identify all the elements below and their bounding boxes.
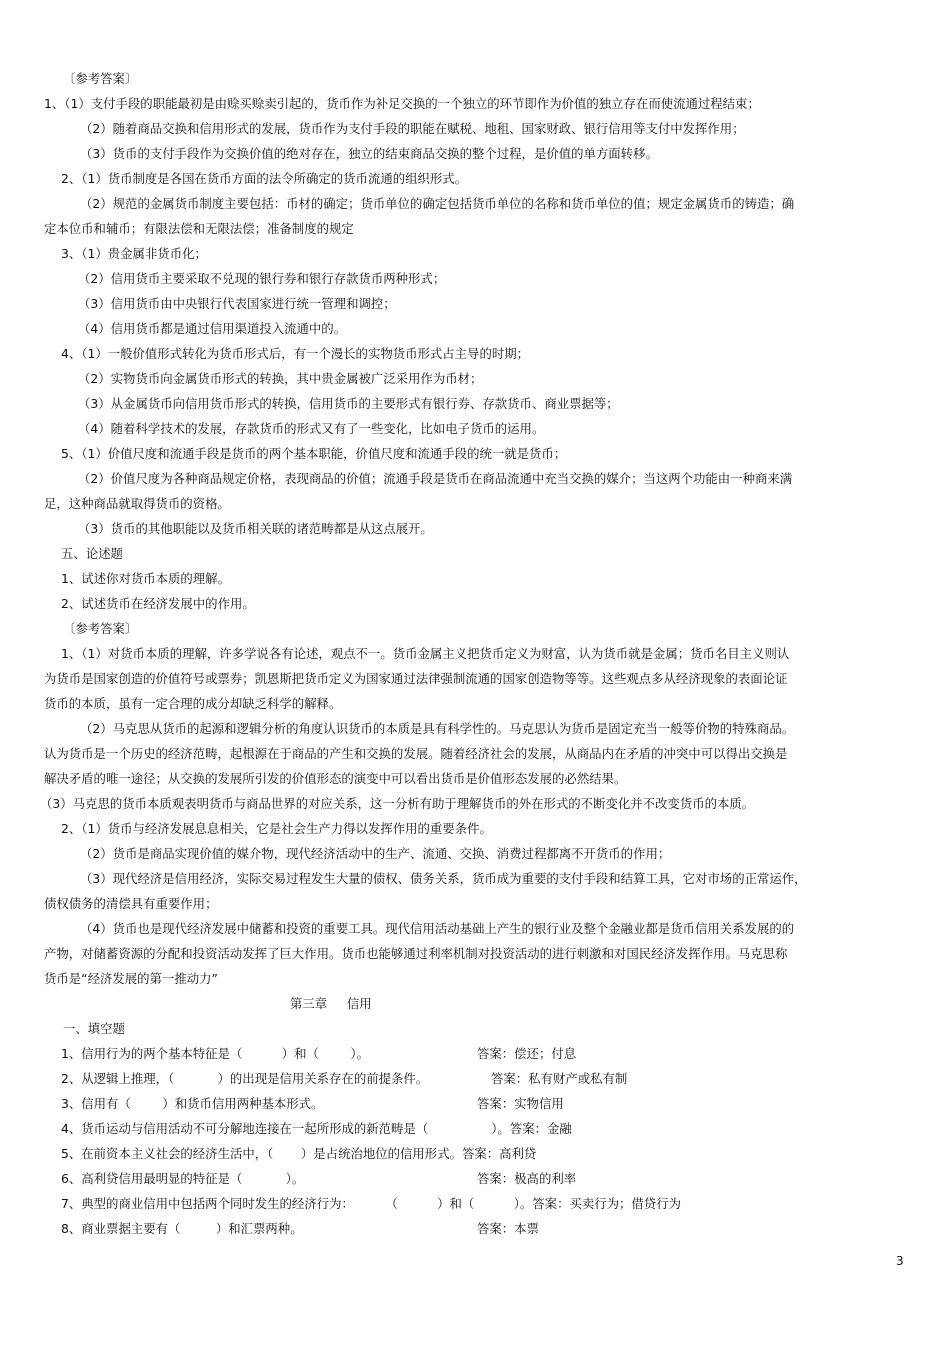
answer-text: 答案：私有财产或私有制 (491, 1071, 628, 1086)
text-line: 5、（1）价值尺度和流通手段是货币的两个基本职能，价值尺度和流通手段的统一就是货币； (61, 446, 567, 461)
text-line: （2）货币是商品实现价值的媒介物，现代经济活动中的生产、流通、交换、消费过程都离不开货币的作用； (80, 846, 671, 861)
text-line: 货币是“经济发展的第一推动力” (44, 971, 218, 986)
text-line: 1、（1）对货币本质的理解，许多学说各有论述，观点不一。货币金属主义把货币定义为财富，认为货币就是金属；货币名目主义则认 (61, 646, 790, 661)
section-heading: 五、论述题 (61, 546, 123, 561)
text-line: （4）信用货币都是通过信用渠道投入流通中的。 (78, 321, 347, 336)
question-item: 4、货币运动与信用活动不可分解地连接在一起所形成的新范畴是（ ）。答案：金融 (61, 1121, 572, 1136)
question-item: 3、信用有（ ）和货币信用两种基本形式。 (61, 1096, 324, 1111)
text-line: （3）现代经济是信用经济，实际交易过程发生大量的债权、债务关系，货币成为重要的支付手段和结算工具，它对市场的正常运作， (80, 871, 807, 886)
text-line: 定本位币和辅币；有限法偿和无限法偿；准备制度的规定 (44, 221, 354, 236)
text-line: （3）货币的其他职能以及货币相关联的诸范畴都是从这点展开。 (78, 521, 433, 536)
text-line: 1、（1）支付手段的职能最初是由赊买赊卖引起的，货币作为补足交换的一个独立的环节即作为价值的独立存在而使流通过程结束； (44, 96, 760, 111)
text-line: （2）信用货币主要采取不兑现的银行券和银行存款货币两种形式； (78, 271, 446, 286)
page-number: 3 (896, 1254, 904, 1268)
answer-heading: 〔参考答案〕 (63, 71, 138, 86)
text-line: 足，这种商品就取得货币的资格。 (44, 496, 230, 511)
text-line: （2）规范的金属货币制度主要包括：币材的确定；货币单位的确定包括货币单位的名称和货币单位的值；规定金属货币的铸造；确 (80, 196, 795, 211)
text-line: （3）马克思的货币本质观表明货币与商品世界的对应关系，这一分析有助于理解货币的外在形式的不断变化并不改变货币的本质。 (40, 796, 755, 811)
question-item: 2、试述货币在经济发展中的作用。 (61, 596, 255, 611)
question-item: 8、商业票据主要有（ ）和汇票两种。 (61, 1221, 303, 1236)
text-line: （2）实物货币向金属货币形式的转换，其中贵金属被广泛采用作为币材； (78, 371, 483, 386)
text-line: （3）信用货币由中央银行代表国家进行统一管理和调控； (78, 296, 396, 311)
question-item: 5、在前资本主义社会的经济生活中，（ ）是占统治地位的信用形式。答案：高利贷 (61, 1146, 537, 1161)
text-line: （2）随着商品交换和信用形式的发展，货币作为支付手段的职能在赋税、地租、国家财政、银行信用等支付中发挥作用； (80, 121, 745, 136)
text-line: （2）马克思从货币的起源和逻辑分析的角度认识货币的本质是具有科学性的。马克思认为货币是固定充当一般等价物的特殊商品。 (80, 721, 795, 736)
text-line: （2）价值尺度为各种商品规定价格，表现商品的价值；流通手段是货币在商品流通中充当交换的媒介；当这两个功能由一种商来满 (78, 471, 793, 486)
text-line: 2、（1）货币制度是各国在货币方面的法令所确定的货币流通的组织形式。 (61, 171, 468, 186)
text-line: 产物，对储蓄资源的分配和投资活动发挥了巨大作用。货币也能够通过利率机制对投资活动的进行刺激和对国民经济发挥作用。马克思称 (44, 946, 788, 961)
text-line: 4、（1）一般价值形式转化为货币形式后，有一个漫长的实物货币形式占主导的时期； (61, 346, 530, 361)
text-line: 3、（1）贵金属非货币化； (61, 246, 207, 261)
question-item: 1、试述你对货币本质的理解。 (61, 571, 230, 586)
text-line: （3）货币的支付手段作为交换价值的绝对存在，独立的结束商品交换的整个过程，是价值的单方面转移。 (80, 146, 658, 161)
answer-text: 答案：实物信用 (477, 1096, 564, 1111)
answer-text: 答案：本票 (477, 1221, 539, 1236)
text-line: 债权债务的清偿具有重要作用； (44, 896, 218, 911)
question-item: 1、信用行为的两个基本特征是（ ）和（ ）。 (61, 1046, 370, 1061)
text-line: （3）从金属货币向信用货币形式的转换，信用货币的主要形式有银行券、存款货币、商业票据等； (78, 396, 619, 411)
text-line: 认为货币是一个历史的经济范畴，起根源在于商品的产生和交换的发展。随着经济社会的发展，从商品内在矛盾的冲突中可以得出交换是 (44, 746, 788, 761)
text-line: 货币的本质，虽有一定合理的成分却缺乏科学的解释。 (44, 696, 342, 711)
text-line: 为货币是国家创造的价值符号或票券；凯恩斯把货币定义为国家通过法律强制流通的国家创造物等等。这些观点多从经济现象的表面论证 (44, 671, 788, 686)
question-item: 7、典型的商业信用中包括两个同时发生的经济行为： （ ）和（ ）。答案：买卖行为；借贷行为 (61, 1196, 681, 1211)
question-item: 6、高利贷信用最明显的特征是（ ）。 (61, 1171, 305, 1186)
text-line: 解决矛盾的唯一途径；从交换的发展所引发的价值形态的演变中可以看出货币是价值形态发展的必然结果。 (44, 771, 627, 786)
text-line: （4）随着科学技术的发展，存款货币的形式又有了一些变化，比如电子货币的运用。 (78, 421, 545, 436)
answer-text: 答案：极高的利率 (477, 1171, 577, 1186)
section-heading: 一、填空题 (63, 1021, 125, 1036)
text-line: 2、（1）货币与经济发展息息相关，它是社会生产力得以发挥作用的重要条件。 (61, 821, 492, 836)
answer-text: 答案：偿还；付息 (477, 1046, 577, 1061)
chapter-title: 第三章 信用 (290, 996, 372, 1011)
question-item: 2、从逻辑上推理，（ ）的出现是信用关系存在的前提条件。 (61, 1071, 429, 1086)
text-line: （4）货币也是现代经济发展中储蓄和投资的重要工具。现代信用活动基础上产生的银行业及整个金融业都是货币信用关系发展的的 (80, 921, 795, 936)
answer-heading: 〔参考答案〕 (63, 621, 138, 636)
